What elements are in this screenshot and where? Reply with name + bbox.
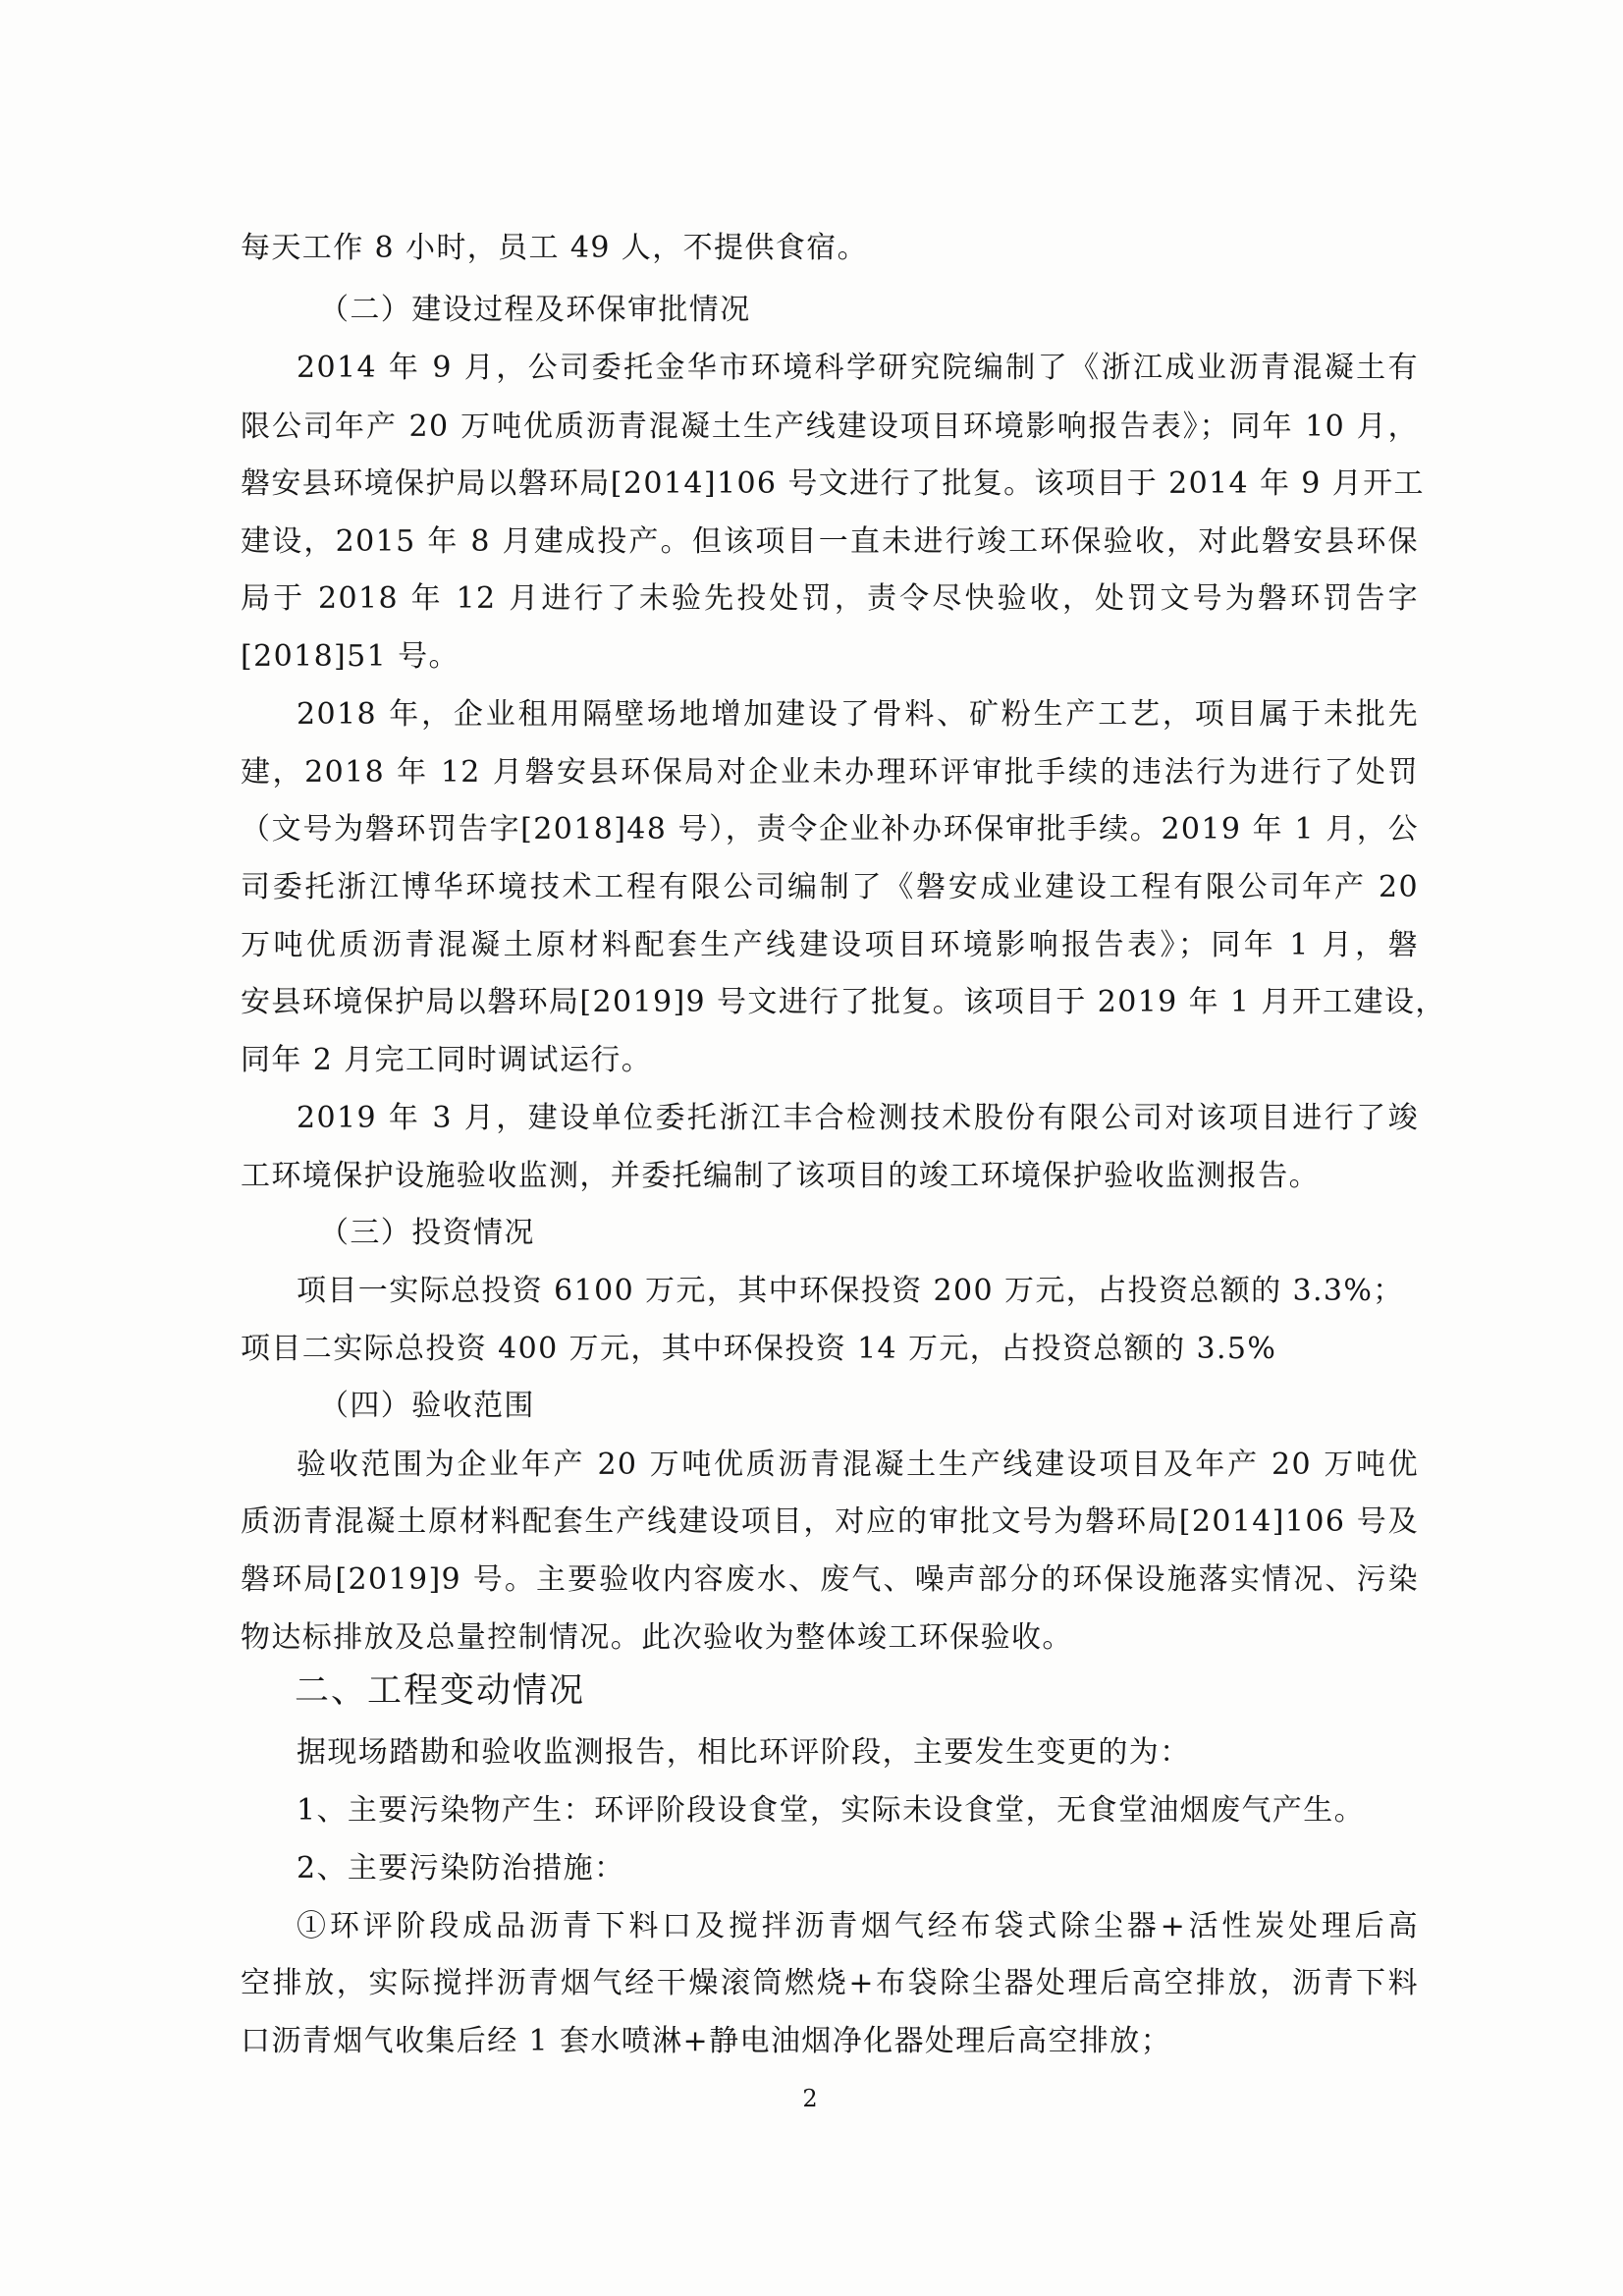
paragraph-line: 2、主要污染防治措施： xyxy=(297,1851,625,1886)
paragraph-line: 建，2018 年 12 月磐安县环保局对企业未办理环评审批手续的违法行为进行了处罚 xyxy=(241,755,1419,790)
paragraph-line: 质沥青混凝土原材料配套生产线建设项目，对应的审批文号为磐环局[2014]106 号及 xyxy=(241,1504,1419,1539)
paragraph-line: 同年 2 月完工同时调试运行。 xyxy=(241,1043,653,1077)
paragraph-line: 据现场踏勘和验收监测报告，相比环评阶段，主要发生变更的为： xyxy=(297,1735,1191,1770)
paragraph-line: 1、主要污染物产生：环评阶段设食堂，实际未设食堂，无食堂油烟废气产生。 xyxy=(297,1793,1366,1828)
paragraph-line: 验收范围为企业年产 20 万吨优质沥青混凝土生产线建设项目及年产 20 万吨优 xyxy=(297,1448,1419,1482)
section-heading: （二）建设过程及环保审批情况 xyxy=(319,293,751,327)
paragraph-line: 项目二实际总投资 400 万元，其中环保投资 14 万元，占投资总额的 3.5% xyxy=(241,1332,1277,1366)
paragraph-line: 磐环局[2019]9 号。主要验收内容废水、废气、噪声部分的环保设施落实情况、污染 xyxy=(241,1562,1419,1597)
section-heading: （四）验收范围 xyxy=(319,1389,535,1423)
chapter-heading: 二、工程变动情况 xyxy=(295,1671,586,1711)
paragraph-line: （文号为磐环罚告字[2018]48 号），责令企业补办环保审批手续。2019 年 1 月，公 xyxy=(241,812,1419,847)
paragraph-line: 2018 年，企业租用隔壁场地增加建设了骨料、矿粉生产工艺，项目属于未批先 xyxy=(297,697,1419,732)
paragraph-line: ①环评阶段成品沥青下料口及搅拌沥青烟气经布袋式除尘器+活性炭处理后高 xyxy=(297,1909,1419,1943)
paragraph-line: 工环境保护设施验收监测，并委托编制了该项目的竣工环境保护验收监测报告。 xyxy=(241,1159,1320,1193)
paragraph-line: 2019 年 3 月，建设单位委托浙江丰合检测技术股份有限公司对该项目进行了竣 xyxy=(297,1101,1419,1135)
paragraph-line: [2018]51 号。 xyxy=(241,639,460,674)
paragraph-line: 磐安县环境保护局以磐环局[2014]106 号文进行了批复。该项目于 2014 年 9 月开工 xyxy=(241,466,1425,501)
page-number: 2 xyxy=(802,2085,818,2112)
paragraph-line: 司委托浙江博华环境技术工程有限公司编制了《磐安成业建设工程有限公司年产 20 xyxy=(241,870,1419,904)
paragraph-line: 安县环境保护局以磐环局[2019]9 号文进行了批复。该项目于 2019 年 1 月开工建设， xyxy=(241,985,1446,1019)
paragraph-line: 项目一实际总投资 6100 万元，其中环保投资 200 万元，占投资总额的 3.3%； xyxy=(297,1274,1404,1308)
paragraph-line: 建设，2015 年 8 月建成投产。但该项目一直未进行竣工环保验收，对此磐安县环保 xyxy=(241,524,1419,559)
paragraph-line: 物达标排放及总量控制情况。此次验收为整体竣工环保验收。 xyxy=(241,1620,1073,1655)
paragraph-line: 局于 2018 年 12 月进行了未验先投处罚，责令尽快验收，处罚文号为磐环罚告字 xyxy=(241,581,1419,616)
section-heading: （三）投资情况 xyxy=(319,1216,535,1250)
paragraph-line: 空排放，实际搅拌沥青烟气经干燥滚筒燃烧+布袋除尘器处理后高空排放，沥青下料 xyxy=(241,1966,1419,2000)
paragraph-line: 2014 年 9 月，公司委托金华市环境科学研究院编制了《浙江成业沥青混凝土有 xyxy=(297,351,1419,385)
paragraph-line: 限公司年产 20 万吨优质沥青混凝土生产线建设项目环境影响报告表》；同年 10 月， xyxy=(241,410,1419,444)
paragraph-line: 口沥青烟气收集后经 1 套水喷淋+静电油烟净化器处理后高空排放； xyxy=(241,2024,1172,2058)
paragraph-line: 每天工作 8 小时，员工 49 人，不提供食宿。 xyxy=(241,231,869,265)
paragraph-line: 万吨优质沥青混凝土原材料配套生产线建设项目环境影响报告表》；同年 1 月，磐 xyxy=(241,928,1419,962)
